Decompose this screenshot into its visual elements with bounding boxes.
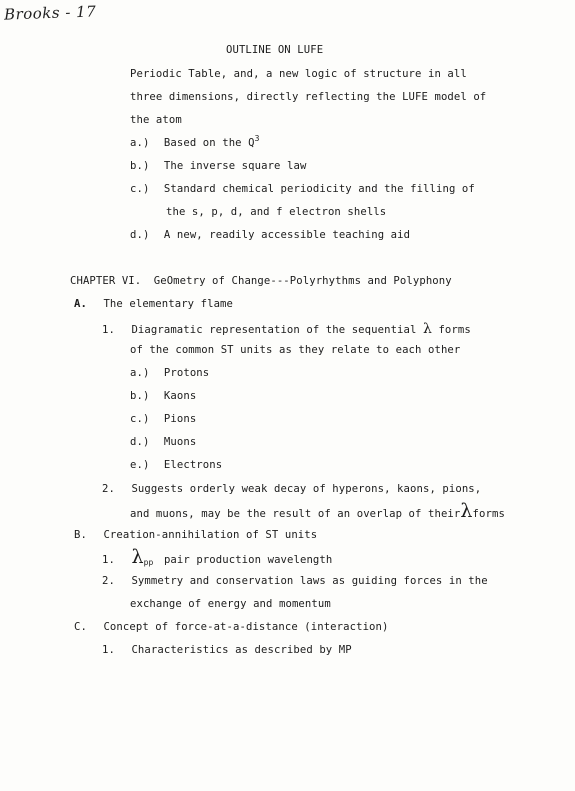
item-marker: 1. <box>102 644 115 656</box>
item-marker: 2. <box>102 483 115 495</box>
chapter-label: CHAPTER VI. <box>70 275 142 287</box>
item-marker: 1. <box>102 324 115 336</box>
item-text: A new, readily accessible teaching aid <box>163 229 411 241</box>
particle-item-kaons <box>130 390 196 402</box>
section-title: The elementary flame <box>103 298 234 310</box>
intro-line-1: Periodic Table, and, a new logic of structure in all <box>130 68 467 80</box>
section-b-heading <box>74 529 317 541</box>
section-a-item-2-continued <box>130 500 505 522</box>
item-text: Characteristics as described by MP <box>131 644 352 656</box>
handwritten-page-note: Brooks - 17 <box>3 2 97 24</box>
section-a-heading <box>74 298 233 310</box>
item-text: Based on the Q <box>163 137 255 149</box>
item-text: Symmetry and conservation laws as guiding forces in the <box>131 575 488 587</box>
lambda-subscript: pp <box>143 558 154 567</box>
item-text-end: forms <box>438 324 471 336</box>
item-marker: a.) <box>130 367 150 379</box>
section-a-item-2 <box>102 483 481 495</box>
intro-line-2: three dimensions, directly reflecting the LUFE model of <box>130 91 487 103</box>
section-a-item-1 <box>102 321 471 337</box>
item-text: Electrons <box>163 459 223 471</box>
item-marker: b.) <box>130 160 150 172</box>
section-c-heading <box>74 621 388 633</box>
chapter-heading <box>70 275 452 287</box>
item-text: Pions <box>163 413 197 425</box>
item-marker: a.) <box>130 137 150 149</box>
section-b-item-2 <box>102 575 488 587</box>
section-a-item-1-continued: of the common ST units as they relate to each other <box>130 344 461 356</box>
item-marker: 1. <box>102 554 115 566</box>
section-marker: B. <box>74 529 87 541</box>
item-text: Muons <box>163 436 197 448</box>
item-text: Diagramatic representation of the sequential <box>131 324 417 336</box>
particle-item-protons <box>130 367 209 379</box>
item-marker: c.) <box>130 183 150 195</box>
section-c-item-1 <box>102 644 352 656</box>
lambda-symbol: λ <box>422 321 432 337</box>
item-text: pair production wavelength <box>163 554 333 566</box>
item-text: Protons <box>163 367 210 379</box>
chapter-title: GeOmetry of Change---Polyrhythms and Polyphony <box>153 275 452 287</box>
lambda-symbol: λ <box>460 500 473 522</box>
lambda-symbol: λ <box>131 546 144 568</box>
page-title: OUTLINE ON LUFE <box>226 44 324 56</box>
intro-line-3: the atom <box>130 114 182 126</box>
section-marker: A. <box>74 298 87 310</box>
item-marker: c.) <box>130 413 150 425</box>
item-marker: 2. <box>102 575 115 587</box>
item-text: Suggests orderly weak decay of hyperons, kaons, pions, <box>131 483 482 495</box>
item-marker: d.) <box>130 229 150 241</box>
item-marker: e.) <box>130 459 150 471</box>
item-text: Kaons <box>163 390 197 402</box>
particle-item-pions <box>130 413 196 425</box>
intro-item-c <box>130 183 475 195</box>
section-b-item-1 <box>102 546 333 568</box>
section-marker: C. <box>74 621 87 633</box>
item-superscript: 3 <box>254 134 260 143</box>
section-b-item-2-continued: exchange of energy and momentum <box>130 598 331 610</box>
item-text-end: forms <box>472 508 505 520</box>
section-title: Creation-annihilation of ST units <box>103 529 318 541</box>
intro-item-b <box>130 160 306 172</box>
item-text: Standard chemical periodicity and the filling of <box>163 183 475 195</box>
intro-item-d <box>130 229 410 241</box>
particle-item-electrons <box>130 459 222 471</box>
item-marker: b.) <box>130 390 150 402</box>
item-text: and muons, may be the result of an overlap of their <box>130 508 461 520</box>
item-marker: d.) <box>130 436 150 448</box>
section-title: Concept of force-at-a-distance (interaction) <box>103 621 389 633</box>
intro-item-a <box>130 134 260 149</box>
particle-item-muons <box>130 436 196 448</box>
item-text: The inverse square law <box>163 160 307 172</box>
intro-item-c-continued: the s, p, d, and f electron shells <box>166 206 387 218</box>
